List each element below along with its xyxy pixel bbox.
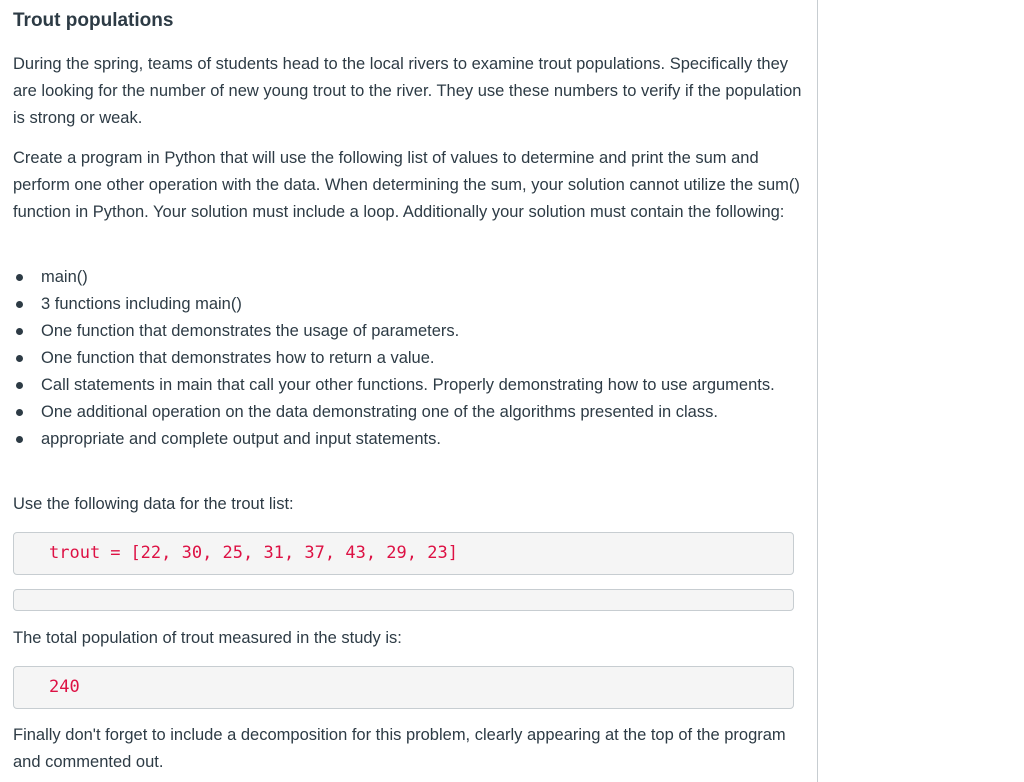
- list-item-text: One function that demonstrates how to return a value.: [41, 349, 435, 367]
- code-operator: =: [110, 543, 121, 563]
- data-intro-paragraph: Use the following data for the trout list:: [13, 495, 294, 513]
- list-item: [13, 372, 803, 399]
- list-item: [13, 318, 803, 345]
- output-value: 240: [49, 677, 80, 697]
- intro-paragraph: During the spring, teams of students head to the local rivers to examine trout populations. Specifically they are looking for the number of new young trout to the river. They use these numbers to verify if the population is strong or weak.: [13, 55, 802, 127]
- code-block-output: [13, 666, 794, 709]
- bullet-icon: [16, 301, 23, 308]
- code-block-trout-list: [13, 532, 794, 575]
- bullet-icon: [16, 436, 23, 443]
- list-item: [13, 426, 803, 453]
- list-item-text: One additional operation on the data demonstrating one of the algorithms presented in class.: [41, 403, 718, 421]
- list-item: [13, 345, 803, 372]
- requirements-list: [13, 264, 803, 453]
- total-intro-paragraph: The total population of trout measured in the study is:: [13, 629, 402, 647]
- code-variable: trout: [49, 543, 101, 563]
- page-title: Trout populations: [13, 10, 174, 31]
- task-paragraph: Create a program in Python that will use the following list of values to determine and print the sum and perform one other operation with the data. When determining the sum, your solution cannot utilize the sum() function in Python. Your solution must include a loop. Additionally your solution must contain the following:: [13, 149, 800, 221]
- bullet-icon: [16, 355, 23, 362]
- list-item-text: main(): [41, 268, 88, 286]
- list-item: [13, 399, 803, 426]
- bullet-icon: [16, 382, 23, 389]
- list-item-text: Call statements in main that call your other functions. Properly demonstrating how to use arguments.: [41, 376, 775, 394]
- bullet-icon: [16, 274, 23, 281]
- empty-code-block: [13, 589, 794, 611]
- list-item: [13, 264, 803, 291]
- list-item: [13, 291, 803, 318]
- list-item-text: appropriate and complete output and input statements.: [41, 430, 441, 448]
- list-item-text: One function that demonstrates the usage of parameters.: [41, 322, 460, 340]
- bullet-icon: [16, 328, 23, 335]
- list-item-text: 3 functions including main(): [41, 295, 242, 313]
- final-paragraph: Finally don't forget to include a decomposition for this problem, clearly appearing at the top of the program and commented out.: [13, 726, 786, 771]
- code-list-literal: [22, 30, 25, 31, 37, 43, 29, 23]: [130, 543, 458, 563]
- bullet-icon: [16, 409, 23, 416]
